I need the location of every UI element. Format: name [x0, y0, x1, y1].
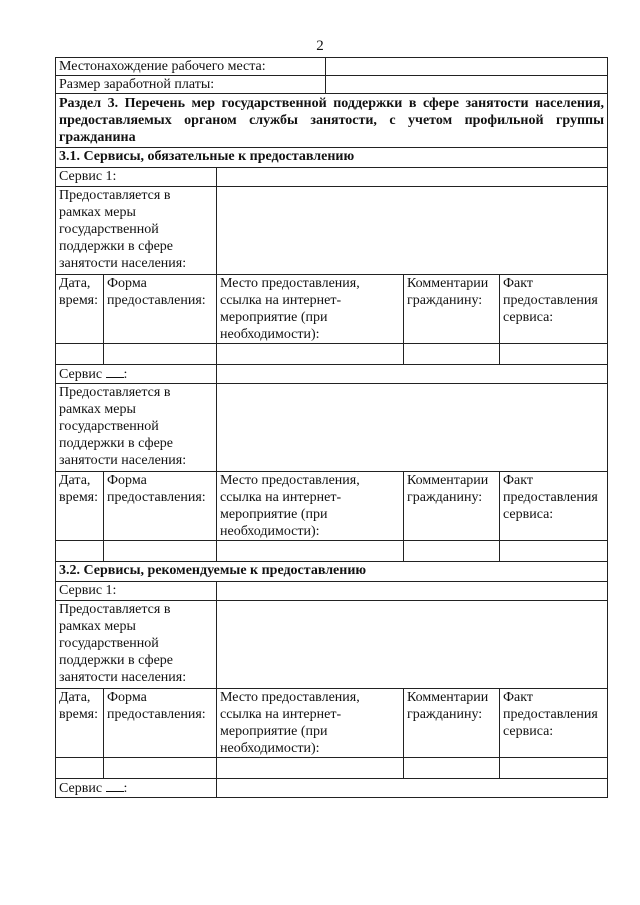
service-value-field[interactable]: [217, 365, 608, 384]
date-header: Дата, время:: [56, 689, 104, 758]
comments-header: Комментарии гражданину:: [404, 689, 500, 758]
salary-value-field[interactable]: [326, 76, 608, 94]
place-cell[interactable]: [217, 344, 404, 365]
service-label: Сервис :: [56, 365, 217, 384]
date-cell[interactable]: [56, 344, 104, 365]
service-label: Сервис :: [56, 779, 217, 798]
location-value-field[interactable]: [326, 58, 608, 76]
service-data-row: [56, 541, 608, 562]
place-header: Место предоставления, ссылка на интернет-мероприятие (при необходимости):: [217, 689, 404, 758]
subsection32-row: [56, 562, 608, 582]
service-value-field[interactable]: [217, 779, 608, 798]
fact-header: Факт предоставления сервиса:: [500, 275, 608, 344]
section3-header-row: [56, 94, 608, 148]
workplace-table: [55, 57, 608, 94]
support-measure-label: Предоставляется в рамках меры государственной поддержки в сфере занятости населения:: [56, 187, 217, 275]
place-header: Место предоставления, ссылка на интернет-мероприятие (при необходимости):: [217, 275, 404, 344]
services-table: [55, 93, 608, 798]
place-cell[interactable]: [217, 541, 404, 562]
service-number-blank: [106, 779, 124, 792]
service-header-row: [56, 689, 608, 758]
support-measure-label: Предоставляется в рамках меры государственной поддержки в сфере занятости населения:: [56, 384, 217, 472]
form-header: Форма предоставления:: [104, 472, 217, 541]
location-label: Местонахождение рабочего места:: [56, 58, 326, 76]
service-row: [56, 168, 608, 187]
fact-cell[interactable]: [500, 541, 608, 562]
location-row: [56, 58, 608, 76]
subsection31-title: 3.1. Сервисы, обязательные к предоставлению: [56, 148, 608, 168]
service-row: [56, 779, 608, 798]
service-value-field[interactable]: [217, 168, 608, 187]
service-label: Сервис 1:: [56, 582, 217, 601]
form-header: Форма предоставления:: [104, 275, 217, 344]
date-cell[interactable]: [56, 758, 104, 779]
place-header: Место предоставления, ссылка на интернет-мероприятие (при необходимости):: [217, 472, 404, 541]
section3-title: Раздел 3. Перечень мер государственной поддержки в сфере занятости населения, предоставляемых органом службы занятости, с учетом профильной группы гражданина: [56, 94, 608, 148]
salary-label: Размер заработной платы:: [56, 76, 326, 94]
support-measure-field[interactable]: [217, 601, 608, 689]
form-sheet: [55, 57, 607, 798]
comments-header: Комментарии гражданину:: [404, 275, 500, 344]
comments-cell[interactable]: [404, 344, 500, 365]
service-row: [56, 365, 608, 384]
comments-header: Комментарии гражданину:: [404, 472, 500, 541]
form-cell[interactable]: [104, 344, 217, 365]
support-measure-label: Предоставляется в рамках меры государственной поддержки в сфере занятости населения:: [56, 601, 217, 689]
service-value-field[interactable]: [217, 582, 608, 601]
service-label: Сервис 1:: [56, 168, 217, 187]
comments-cell[interactable]: [404, 758, 500, 779]
fact-header: Факт предоставления сервиса:: [500, 472, 608, 541]
date-header: Дата, время:: [56, 275, 104, 344]
date-cell[interactable]: [56, 541, 104, 562]
support-measure-row: [56, 601, 608, 689]
support-measure-row: [56, 187, 608, 275]
service-data-row: [56, 344, 608, 365]
comments-cell[interactable]: [404, 541, 500, 562]
subsection32-title: 3.2. Сервисы, рекомендуемые к предоставлению: [56, 562, 608, 582]
service-header-row: [56, 472, 608, 541]
form-header: Форма предоставления:: [104, 689, 217, 758]
support-measure-row: [56, 384, 608, 472]
service-header-row: [56, 275, 608, 344]
salary-row: [56, 76, 608, 94]
support-measure-field[interactable]: [217, 384, 608, 472]
place-cell[interactable]: [217, 758, 404, 779]
subsection31-row: [56, 148, 608, 168]
page-number: 2: [316, 38, 324, 54]
form-cell[interactable]: [104, 758, 217, 779]
service-row: [56, 582, 608, 601]
form-cell[interactable]: [104, 541, 217, 562]
service-data-row: [56, 758, 608, 779]
date-header: Дата, время:: [56, 472, 104, 541]
fact-header: Факт предоставления сервиса:: [500, 689, 608, 758]
service-number-blank: [106, 365, 124, 378]
fact-cell[interactable]: [500, 344, 608, 365]
fact-cell[interactable]: [500, 758, 608, 779]
support-measure-field[interactable]: [217, 187, 608, 275]
